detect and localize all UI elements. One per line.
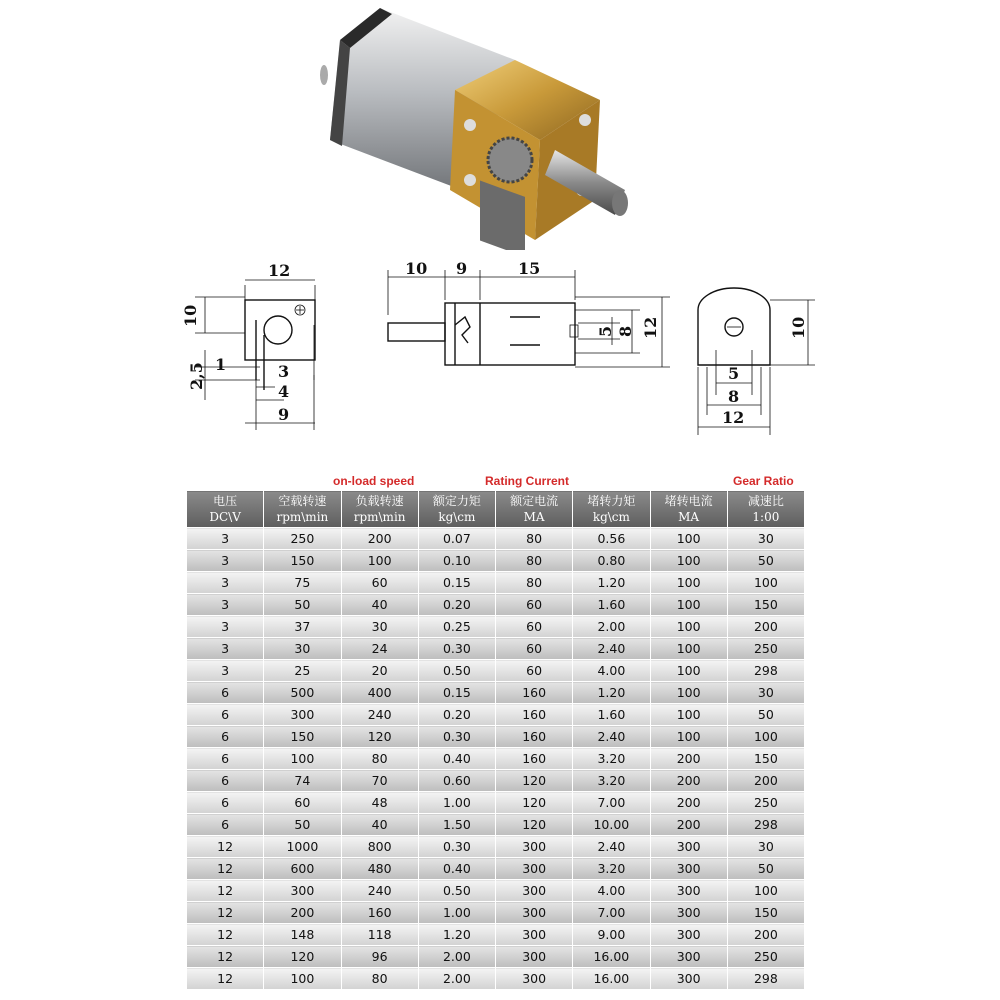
table-cell: 500 xyxy=(264,682,341,704)
dim-side-1: 1 xyxy=(215,355,227,374)
table-cell: 40 xyxy=(341,814,418,836)
table-cell: 250 xyxy=(727,638,804,660)
table-cell: 200 xyxy=(650,792,727,814)
table-cell: 100 xyxy=(650,704,727,726)
table-cell: 200 xyxy=(650,814,727,836)
table-cell: 1.00 xyxy=(418,902,495,924)
dim-front-gearbox: 9 xyxy=(456,259,468,278)
table-cell: 12 xyxy=(187,924,264,946)
table-cell: 150 xyxy=(264,550,341,572)
table-cell: 0.07 xyxy=(418,528,495,550)
table-cell: 3 xyxy=(187,528,264,550)
table-cell: 120 xyxy=(496,792,573,814)
table-cell: 3 xyxy=(187,594,264,616)
table-cell: 400 xyxy=(341,682,418,704)
table-cell: 0.80 xyxy=(573,550,650,572)
table-cell: 40 xyxy=(341,594,418,616)
column-header-cn: 空载转速 xyxy=(278,494,327,508)
table-cell: 74 xyxy=(264,770,341,792)
table-cell: 150 xyxy=(727,902,804,924)
table-cell: 298 xyxy=(727,660,804,682)
table-cell: 1.20 xyxy=(573,572,650,594)
table-cell: 0.20 xyxy=(418,594,495,616)
table-cell: 240 xyxy=(341,880,418,902)
table-body xyxy=(187,528,805,990)
table-cell: 6 xyxy=(187,704,264,726)
table-cell: 3 xyxy=(187,638,264,660)
gearbox xyxy=(450,60,600,250)
table-cell: 50 xyxy=(727,550,804,572)
table-cell: 0.50 xyxy=(418,880,495,902)
table-cell: 250 xyxy=(264,528,341,550)
table-cell: 1.20 xyxy=(418,924,495,946)
table-cell: 25 xyxy=(264,660,341,682)
table-row xyxy=(187,726,805,748)
table-cell: 60 xyxy=(496,594,573,616)
table-row xyxy=(187,638,805,660)
table-cell: 150 xyxy=(264,726,341,748)
table-cell: 300 xyxy=(650,858,727,880)
column-header-unit: MA xyxy=(523,510,545,524)
table-row xyxy=(187,594,805,616)
table-cell: 30 xyxy=(264,638,341,660)
annotation-gear-ratio: Gear Ratio xyxy=(733,474,794,488)
table-cell: 160 xyxy=(496,726,573,748)
table-cell: 160 xyxy=(496,682,573,704)
table-cell: 300 xyxy=(650,902,727,924)
table-cell: 10.00 xyxy=(573,814,650,836)
table-cell: 120 xyxy=(341,726,418,748)
table-cell: 298 xyxy=(727,968,804,990)
table-cell: 480 xyxy=(341,858,418,880)
table-cell: 16.00 xyxy=(573,946,650,968)
table-cell: 100 xyxy=(727,880,804,902)
table-cell: 2.00 xyxy=(573,616,650,638)
table-cell: 160 xyxy=(341,902,418,924)
dim-front-5: 5 xyxy=(596,325,615,337)
table-row xyxy=(187,836,805,858)
table-cell: 80 xyxy=(496,528,573,550)
table-cell: 3.20 xyxy=(573,770,650,792)
dim-side-9: 9 xyxy=(278,405,290,424)
table-row xyxy=(187,528,805,550)
table-cell: 150 xyxy=(727,748,804,770)
table-cell: 100 xyxy=(727,572,804,594)
table-cell: 100 xyxy=(650,572,727,594)
annotation-rating-current: Rating Current xyxy=(485,474,569,488)
table-cell: 300 xyxy=(496,946,573,968)
table-cell: 300 xyxy=(650,946,727,968)
table-cell: 300 xyxy=(496,968,573,990)
column-header xyxy=(418,491,495,528)
dim-end-height: 10 xyxy=(789,316,808,339)
column-header xyxy=(187,491,264,528)
table-cell: 120 xyxy=(496,770,573,792)
table-cell: 7.00 xyxy=(573,902,650,924)
table-cell: 3.20 xyxy=(573,748,650,770)
dim-front-8: 8 xyxy=(616,325,635,337)
column-header xyxy=(573,491,650,528)
annotation-on-load-speed: on-load speed xyxy=(333,474,415,488)
table-cell: 3 xyxy=(187,572,264,594)
table-cell: 0.30 xyxy=(418,638,495,660)
table-cell: 60 xyxy=(264,792,341,814)
dim-side-height: 10 xyxy=(181,304,200,327)
table-cell: 200 xyxy=(727,770,804,792)
table-cell: 1.50 xyxy=(418,814,495,836)
table-cell: 6 xyxy=(187,770,264,792)
dim-side-offset: 2,5 xyxy=(187,362,206,390)
table-cell: 300 xyxy=(496,836,573,858)
dim-end-12: 12 xyxy=(722,408,745,427)
table-cell: 30 xyxy=(727,682,804,704)
table-cell: 60 xyxy=(496,660,573,682)
table-cell: 0.60 xyxy=(418,770,495,792)
table-cell: 120 xyxy=(264,946,341,968)
column-header-cn: 负载转速 xyxy=(355,494,404,508)
table-cell: 80 xyxy=(496,572,573,594)
table-cell: 600 xyxy=(264,858,341,880)
table-row xyxy=(187,924,805,946)
column-header-unit: DC\V xyxy=(209,510,241,524)
table-row xyxy=(187,858,805,880)
table-cell: 3.20 xyxy=(573,858,650,880)
table-cell: 160 xyxy=(496,704,573,726)
spec-table xyxy=(186,490,805,990)
dim-end-5: 5 xyxy=(728,364,740,383)
table-cell: 50 xyxy=(264,814,341,836)
table-cell: 12 xyxy=(187,880,264,902)
table-cell: 80 xyxy=(341,748,418,770)
table-cell: 60 xyxy=(496,638,573,660)
table-cell: 70 xyxy=(341,770,418,792)
table-cell: 150 xyxy=(727,594,804,616)
table-row xyxy=(187,550,805,572)
table-cell: 148 xyxy=(264,924,341,946)
table-cell: 298 xyxy=(727,814,804,836)
dim-front-12: 12 xyxy=(641,316,660,339)
table-cell: 48 xyxy=(341,792,418,814)
table-cell: 1.60 xyxy=(573,704,650,726)
table-cell: 1.00 xyxy=(418,792,495,814)
side-view xyxy=(181,261,315,430)
motor-photo xyxy=(300,0,670,250)
table-cell: 6 xyxy=(187,792,264,814)
table-cell: 50 xyxy=(727,858,804,880)
table-cell: 100 xyxy=(264,748,341,770)
table-cell: 0.10 xyxy=(418,550,495,572)
table-cell: 4.00 xyxy=(573,880,650,902)
table-cell: 0.40 xyxy=(418,858,495,880)
table-cell: 30 xyxy=(727,528,804,550)
table-row xyxy=(187,616,805,638)
table-cell: 30 xyxy=(341,616,418,638)
table-cell: 300 xyxy=(264,704,341,726)
table-row xyxy=(187,880,805,902)
column-header-cn: 减速比 xyxy=(747,494,784,508)
dim-side-width: 12 xyxy=(268,261,291,280)
table-cell: 100 xyxy=(650,638,727,660)
table-cell: 200 xyxy=(264,902,341,924)
table-cell: 300 xyxy=(650,836,727,858)
table-cell: 200 xyxy=(727,616,804,638)
table-cell: 60 xyxy=(496,616,573,638)
table-cell: 3 xyxy=(187,616,264,638)
table-cell: 100 xyxy=(650,660,727,682)
table-cell: 6 xyxy=(187,814,264,836)
table-cell: 0.15 xyxy=(418,682,495,704)
table-cell: 6 xyxy=(187,748,264,770)
table-cell: 0.30 xyxy=(418,726,495,748)
table-cell: 100 xyxy=(650,616,727,638)
table-cell: 80 xyxy=(341,968,418,990)
table-cell: 118 xyxy=(341,924,418,946)
table-row xyxy=(187,946,805,968)
column-header xyxy=(341,491,418,528)
table-cell: 200 xyxy=(650,770,727,792)
table-cell: 80 xyxy=(496,550,573,572)
table-cell: 1.20 xyxy=(573,682,650,704)
table-cell: 12 xyxy=(187,836,264,858)
table-cell: 12 xyxy=(187,858,264,880)
table-cell: 120 xyxy=(496,814,573,836)
table-cell: 200 xyxy=(341,528,418,550)
table-cell: 16.00 xyxy=(573,968,650,990)
table-cell: 100 xyxy=(650,550,727,572)
column-header-unit: rpm\min xyxy=(353,510,406,524)
table-cell: 300 xyxy=(496,924,573,946)
table-cell: 20 xyxy=(341,660,418,682)
table-cell: 12 xyxy=(187,946,264,968)
table-cell: 300 xyxy=(496,880,573,902)
dim-side-3: 3 xyxy=(278,362,290,381)
table-cell: 300 xyxy=(496,902,573,924)
dim-front-motor: 15 xyxy=(518,259,541,278)
table-cell: 60 xyxy=(341,572,418,594)
table-cell: 0.20 xyxy=(418,704,495,726)
table-cell: 12 xyxy=(187,968,264,990)
column-header-cn: 额定电流 xyxy=(510,494,559,508)
table-cell: 1.60 xyxy=(573,594,650,616)
table-cell: 250 xyxy=(727,946,804,968)
table-cell: 2.00 xyxy=(418,946,495,968)
table-cell: 100 xyxy=(650,594,727,616)
table-cell: 2.40 xyxy=(573,638,650,660)
table-row xyxy=(187,792,805,814)
table-cell: 50 xyxy=(264,594,341,616)
table-header-row xyxy=(187,491,805,528)
table-cell: 24 xyxy=(341,638,418,660)
table-cell: 0.40 xyxy=(418,748,495,770)
column-header xyxy=(496,491,573,528)
table-cell: 300 xyxy=(650,924,727,946)
column-header-unit: rpm\min xyxy=(276,510,329,524)
column-header-unit: kg\cm xyxy=(592,510,630,524)
dim-side-4: 4 xyxy=(278,382,290,401)
table-cell: 100 xyxy=(650,528,727,550)
dim-front-shaft: 10 xyxy=(405,259,428,278)
table-row xyxy=(187,902,805,924)
column-header xyxy=(264,491,341,528)
table-cell: 100 xyxy=(650,726,727,748)
table-cell: 800 xyxy=(341,836,418,858)
table-cell: 3 xyxy=(187,550,264,572)
table-cell: 50 xyxy=(727,704,804,726)
table-cell: 300 xyxy=(264,880,341,902)
table-row xyxy=(187,814,805,836)
column-header-unit: kg\cm xyxy=(438,510,476,524)
table-cell: 4.00 xyxy=(573,660,650,682)
column-header xyxy=(727,491,804,528)
table-cell: 100 xyxy=(650,682,727,704)
table-cell: 300 xyxy=(650,968,727,990)
table-cell: 7.00 xyxy=(573,792,650,814)
table-row xyxy=(187,968,805,990)
column-header-cn: 堵转电流 xyxy=(664,494,713,508)
table-cell: 160 xyxy=(496,748,573,770)
table-row xyxy=(187,660,805,682)
front-view xyxy=(388,259,670,367)
column-header-cn: 堵转力矩 xyxy=(587,494,636,508)
table-cell: 300 xyxy=(650,880,727,902)
table-cell: 100 xyxy=(264,968,341,990)
column-header-unit: MA xyxy=(678,510,700,524)
table-cell: 100 xyxy=(341,550,418,572)
dim-end-8: 8 xyxy=(728,387,740,406)
table-cell: 96 xyxy=(341,946,418,968)
table-cell: 0.56 xyxy=(573,528,650,550)
table-row xyxy=(187,682,805,704)
table-cell: 12 xyxy=(187,902,264,924)
table-cell: 2.40 xyxy=(573,836,650,858)
table-row xyxy=(187,748,805,770)
table-cell: 6 xyxy=(187,682,264,704)
table-cell: 37 xyxy=(264,616,341,638)
column-header-cn: 额定力矩 xyxy=(432,494,481,508)
column-header-unit: 1:00 xyxy=(752,510,780,524)
table-row xyxy=(187,770,805,792)
table-cell: 2.40 xyxy=(573,726,650,748)
table-cell: 2.00 xyxy=(418,968,495,990)
table-cell: 0.50 xyxy=(418,660,495,682)
table-cell: 0.30 xyxy=(418,836,495,858)
table-cell: 250 xyxy=(727,792,804,814)
table-cell: 75 xyxy=(264,572,341,594)
table-cell: 300 xyxy=(496,858,573,880)
table-row xyxy=(187,704,805,726)
table-cell: 6 xyxy=(187,726,264,748)
table-cell: 9.00 xyxy=(573,924,650,946)
table-cell: 200 xyxy=(727,924,804,946)
column-header-cn: 电压 xyxy=(213,494,238,508)
dimension-drawings xyxy=(150,255,870,475)
table-cell: 0.15 xyxy=(418,572,495,594)
table-cell: 1000 xyxy=(264,836,341,858)
end-view xyxy=(698,288,815,435)
table-cell: 3 xyxy=(187,660,264,682)
table-cell: 200 xyxy=(650,748,727,770)
table-cell: 100 xyxy=(727,726,804,748)
table-cell: 30 xyxy=(727,836,804,858)
column-header xyxy=(650,491,727,528)
table-row xyxy=(187,572,805,594)
table-cell: 240 xyxy=(341,704,418,726)
table-cell: 0.25 xyxy=(418,616,495,638)
